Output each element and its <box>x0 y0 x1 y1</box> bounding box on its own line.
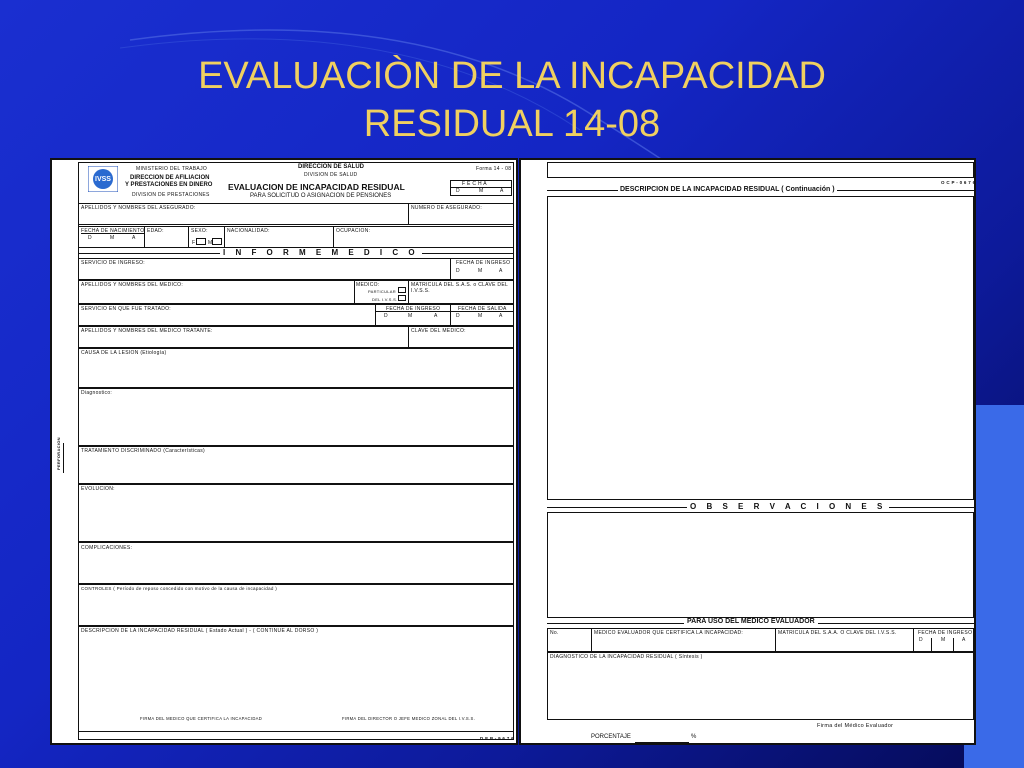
fecha-a: A <box>500 188 504 194</box>
diagnostico-section[interactable] <box>78 388 514 446</box>
ocupacion-label: OCUPACION: <box>336 228 371 234</box>
fecha-ingreso-label: FECHA DE INGRESO <box>456 260 511 266</box>
servicio-ingreso-label: SERVICIO DE INGRESO: <box>81 260 145 266</box>
sexo-m-checkbox[interactable] <box>212 238 222 245</box>
fecha-d: D <box>456 188 460 194</box>
ivss-logo-icon <box>88 166 118 192</box>
percent-sign: % <box>691 734 697 740</box>
direccion-afiliacion-1: DIRECCION DE AFILIACION <box>130 175 210 181</box>
matricula-evaluador-label: MATRICULA DEL S.A.A. O CLAVE DEL I.V.S.S. <box>778 630 897 636</box>
controles-label: CONTROLES ( Período de reposo concedido con motivo de la causa de incapacidad ) <box>81 586 278 591</box>
division-prestaciones: DIVISION DE PRESTACIONES <box>132 192 210 198</box>
descripcion-cont-heading: DESCRIPCION DE LA INCAPACIDAD RESIDUAL ( Continuación ) <box>620 186 835 193</box>
matricula-label: MATRICULA DEL S.A.S. o CLAVE DEL I.V.S.S. <box>411 282 508 294</box>
medico-label: MEDICO: <box>356 282 380 288</box>
firma-evaluador-label: Firma del Médico Evaluador <box>817 723 894 729</box>
fecha-m: M <box>479 188 484 194</box>
ev-a: A <box>962 637 966 643</box>
firma-director-label: FIRMA DEL DIRECTOR O JEFE MEDICO ZONAL DEL I.V.S.S. <box>342 716 476 721</box>
numero-asegurado-label: NUMERO DE ASEGURADO: <box>411 205 483 211</box>
slide-title-line2: RESIDUAL 14-08 <box>363 103 661 145</box>
form-main-title: EVALUACION DE INCAPACIDAD RESIDUAL <box>228 182 405 192</box>
nac-m: M <box>110 235 115 241</box>
fecha-salida-label: FECHA DE SALIDA <box>458 306 507 312</box>
ev-d: D <box>919 637 923 643</box>
sal-m: M <box>478 313 483 319</box>
fecha-label: F E C H A <box>462 181 487 187</box>
informe-medico-heading: I N F O R M E M E D I C O <box>220 248 422 257</box>
ing2-a: A <box>434 313 438 319</box>
ing-d: D <box>456 268 460 274</box>
svg-text:IVSS: IVSS <box>95 176 111 183</box>
diagnostico-label: Diagnostico: <box>81 390 113 396</box>
diagnostico-sintesis-area[interactable] <box>547 652 974 720</box>
direccion-salud: DIRECCION DE SALUD <box>298 164 365 170</box>
sexo-f-checkbox[interactable] <box>196 238 206 245</box>
back-header-strip <box>547 162 974 178</box>
fecha-nacimiento-label: FECHA DE NACIMIENTO <box>81 228 145 234</box>
apellidos-asegurado-label: APELLIDOS Y NOMBRES DEL ASEGURADO: <box>81 205 196 211</box>
sexo-f: F <box>192 240 196 246</box>
form-page-back <box>519 158 976 745</box>
form-code-front: D E P - 9 6 7 6 <box>480 736 514 741</box>
causa-lesion-label: CAUSA DE LA LESION (Etiología) <box>81 350 167 356</box>
del-ivss-label: DEL I.V.S.S. <box>372 297 398 302</box>
porcentaje-label: PORCENTAJE <box>591 734 631 740</box>
ing2-d: D <box>384 313 388 319</box>
observaciones-heading: O B S E R V A C I O N E S <box>687 502 889 511</box>
form-code-back: O C P - 0 6 7 6 <box>941 180 976 185</box>
para-uso-heading: PARA USO DEL MEDICO EVALUADOR <box>684 618 818 625</box>
del-ivss-checkbox[interactable] <box>398 295 406 301</box>
ing-a: A <box>499 268 503 274</box>
evolucion-label: EVOLUCION: <box>81 486 115 492</box>
diagnostico-sintesis-label: DIAGNOSTICO DE LA INCAPACIDAD RESIDUAL ( Síntesis ) <box>550 654 703 660</box>
evolucion-section[interactable] <box>78 484 514 542</box>
nac-a: A <box>132 235 136 241</box>
ing-m: M <box>478 268 483 274</box>
complicaciones-section[interactable] <box>78 542 514 584</box>
sal-a: A <box>499 313 503 319</box>
clave-medico-label: CLAVE DEL MEDICO: <box>411 328 466 334</box>
forma-number: Forma 14 - 08 <box>476 166 512 172</box>
slide-title-line1: EVALUACIÒN DE LA INCAPACIDAD <box>198 55 826 97</box>
complicaciones-label: COMPLICACIONES: <box>81 545 133 551</box>
form-page-front <box>50 158 518 745</box>
ing2-m: M <box>408 313 413 319</box>
fecha-ingreso-2-label: FECHA DE INGRESO <box>386 306 441 312</box>
descripcion-cont-area[interactable] <box>547 196 974 500</box>
ministerio-label: MINISTERIO DEL TRABAJO <box>136 166 208 172</box>
particular-checkbox[interactable] <box>398 287 406 293</box>
perforation-label: PERFORACION <box>56 437 61 470</box>
tratamiento-label: TRATAMIENTO DISCRIMINADO (Características) <box>81 448 205 454</box>
servicio-tratado-label: SERVICIO EN QUE FUE TRATADO: <box>81 306 171 312</box>
sal-d: D <box>456 313 460 319</box>
particular-label: PARTICULAR <box>368 289 396 294</box>
sexo-label: SEXO: <box>191 228 208 234</box>
perforation-mark <box>63 443 64 473</box>
division-salud: DIVISION DE SALUD <box>304 172 358 178</box>
nacionalidad-label: NACIONALIDAD: <box>227 228 270 234</box>
apellidos-medico-label: APELLIDOS Y NOMBRES DEL MEDICO: <box>81 282 184 288</box>
observaciones-area[interactable] <box>547 512 974 618</box>
no-label: No. <box>550 630 559 636</box>
sexo-m: M <box>208 240 213 246</box>
porcentaje-input[interactable] <box>635 742 689 743</box>
ev-m: M <box>941 637 946 643</box>
edad-label: EDAD: <box>147 228 164 234</box>
descripcion-label: DESCRIPCION DE LA INCAPACIDAD RESIDUAL ( Estado Actual ) - ( CONTINUE AL DORSO ) <box>81 628 319 634</box>
medico-evaluador-label: MEDICO EVALUADOR QUE CERTIFICA LA INCAPACIDAD: <box>594 630 744 636</box>
slide-title <box>0 52 1024 148</box>
form-subtitle: PARA SOLICITUD O ASIGNACION DE PENSIONES <box>250 193 392 199</box>
firma-medico-label: FIRMA DEL MEDICO QUE CERTIFICA LA INCAPACIDAD <box>140 716 263 721</box>
direccion-afiliacion-2: Y PRESTACIONES EN DINERO <box>125 182 213 188</box>
nac-d: D <box>88 235 92 241</box>
apellidos-tratante-label: APELLIDOS Y NOMBRES DEL MEDICO TRATANTE: <box>81 328 213 334</box>
fecha-ingreso-evaluador-label: FECHA DE INGRESO <box>918 630 973 636</box>
